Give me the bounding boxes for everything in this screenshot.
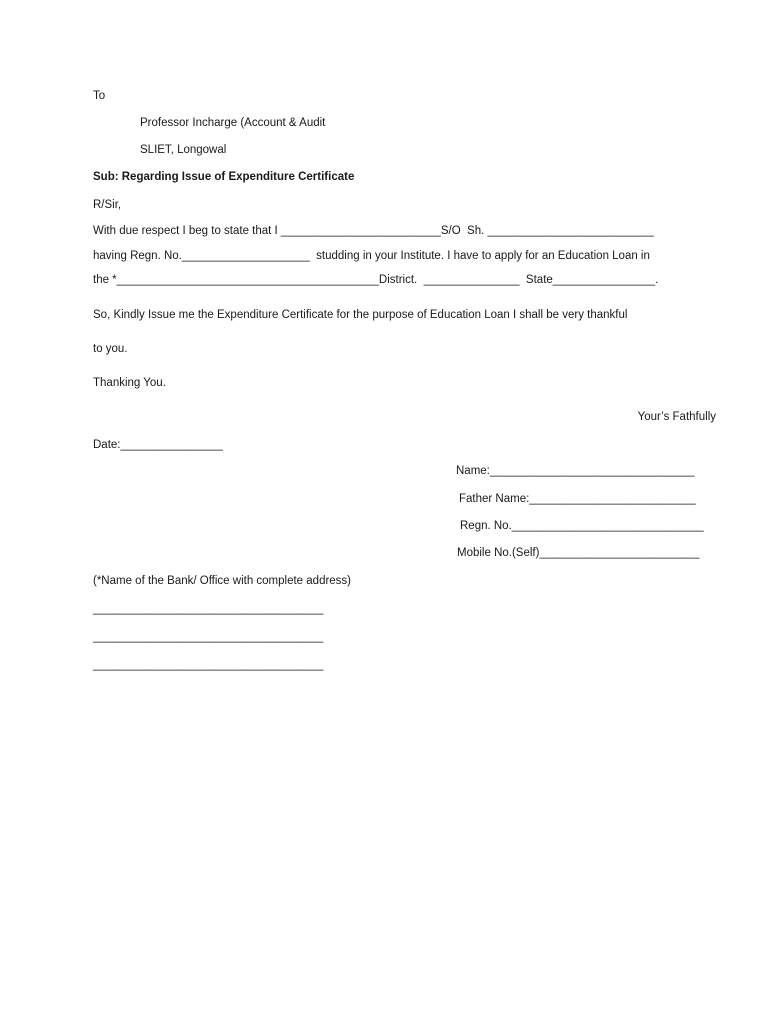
to-label: To (93, 90, 106, 102)
salutation: R/Sir, (93, 199, 122, 211)
address-line-1: ____________________________________ (93, 603, 324, 615)
father-name-field: Father Name:__________________________ (459, 493, 696, 505)
bank-note: (*Name of the Bank/ Office with complete address) (93, 575, 352, 587)
mobile-no-field: Mobile No.(Self)_________________________ (457, 547, 700, 559)
date-field: Date:________________ (93, 439, 223, 451)
body-line-2: having Regn. No.____________________ studding in your Institute. I have to apply for an Education Loan in (93, 250, 650, 262)
body-line-4: So, Kindly Issue me the Expenditure Certificate for the purpose of Education Loan I shall be very thankful (93, 309, 628, 321)
regn-no-field: Regn. No.______________________________ (460, 520, 704, 532)
subject-line: Sub: Regarding Issue of Expenditure Certificate (93, 171, 355, 183)
address-line-3: ____________________________________ (93, 659, 324, 671)
address-line-2: ____________________________________ (93, 631, 324, 643)
recipient-line-2: SLIET, Longowal (140, 144, 227, 156)
body-line-5: to you. (93, 343, 128, 355)
sign-off: Your’s Fathfully (637, 411, 716, 423)
body-line-3: the *_________________________________________District. _______________ State________________. (93, 274, 659, 286)
name-field: Name:________________________________ (456, 465, 695, 477)
recipient-line-1: Professor Incharge (Account & Audit (140, 117, 326, 129)
closing-text: Thanking You. (93, 377, 166, 389)
body-line-1: With due respect I beg to state that I _________________________S/O Sh. __________________________ (93, 225, 654, 237)
